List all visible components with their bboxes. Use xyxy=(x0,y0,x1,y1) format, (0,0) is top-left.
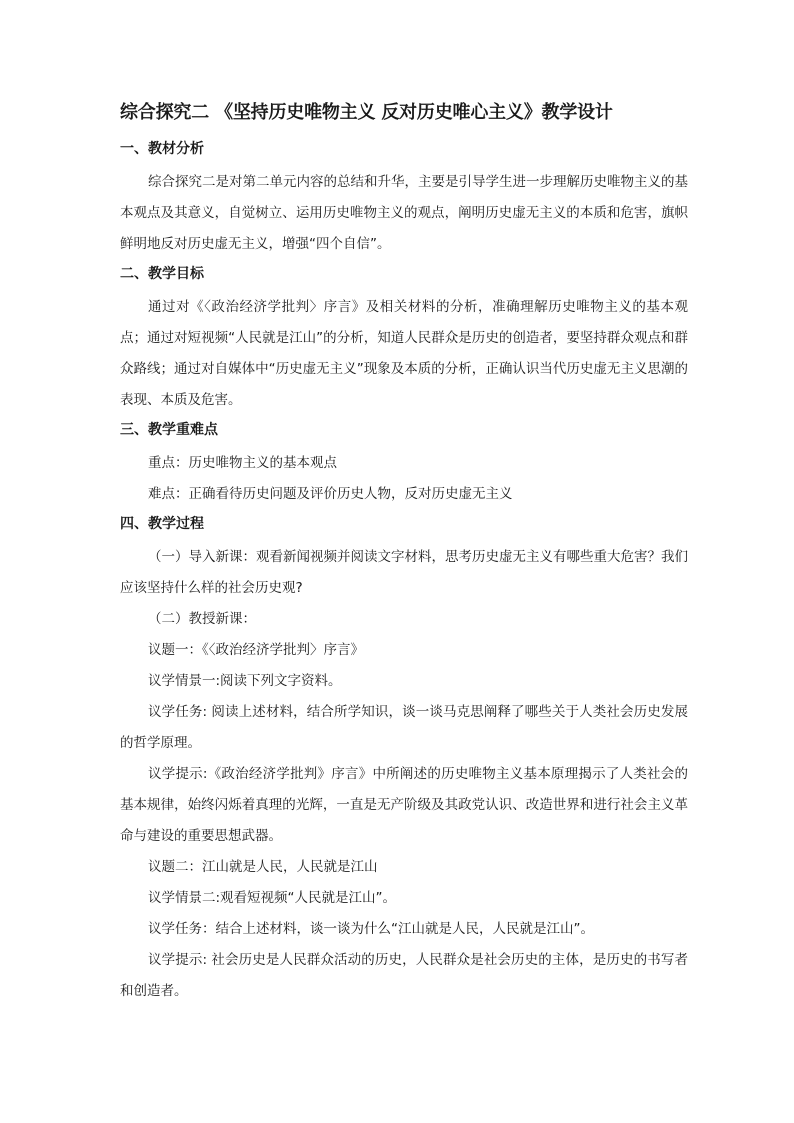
section-heading-keypoints: 三、教学重难点 xyxy=(120,422,218,438)
section-heading-goals: 二、教学目标 xyxy=(120,266,204,282)
section-process xyxy=(120,514,688,1007)
section-goals xyxy=(120,264,688,416)
task-2: 议学任务：结合上述材料，谈一谈为什么“江山就是人民，人民就是江山”。 xyxy=(148,921,594,937)
hint-1: 议学提示:《政治经济学批判》序言》中所阐述的历史唯物主义基本原理揭示了人类社会的基本规律，始终闪烁着真理的光辉，一直是无产阶级及其政党认识、改造世界和进行社会主义革命与建设的重要思想武器。 xyxy=(120,766,688,844)
difficult-point: 难点：正确看待历史问题及评价历史人物，反对历史虚无主义 xyxy=(148,486,513,502)
topic-1: 议题一：《〈政治经济学批判〉序言》 xyxy=(148,642,364,658)
goals-paragraph: 通过对《〈政治经济学批判〉序言》及相关材料的分析，准确理解历史唯物主义的基本观点；通过对短视频“人民就是江山”的分析，知道人民群众是历史的创造者，要坚持群众观点和群众路线；通过对自媒体中“历史虚无主义”现象及本质的分析，正确认识当代历史虚无主义思潮的表现、本质及危害。 xyxy=(120,299,688,408)
section-heading-process: 四、教学过程 xyxy=(120,516,204,532)
key-point: 重点：历史唯物主义的基本观点 xyxy=(148,455,337,471)
document-page xyxy=(120,100,688,1007)
section-heading-analysis: 一、教材分析 xyxy=(120,141,204,157)
scene-2: 议学情景二:观看短视频“人民就是江山”。 xyxy=(148,890,397,906)
process-teach: （二）教授新课： xyxy=(148,611,256,627)
process-intro: （一）导入新课：观看新闻视频并阅读文字材料，思考历史虚无主义有哪些重大危害？我们应该坚持什么样的社会历史观? xyxy=(120,549,688,596)
section-analysis xyxy=(120,139,688,260)
document-title: 综合探究二 《坚持历史唯物主义 反对历史唯心主义》教学设计 xyxy=(120,102,613,123)
scene-1: 议学情景一:阅读下列文字资料。 xyxy=(148,673,342,689)
task-1: 议学任务: 阅读上述材料，结合所学知识，谈一谈马克思阐释了哪些关于人类社会历史发展的哲学原理。 xyxy=(120,704,688,751)
hint-2: 议学提示: 社会历史是人民群众活动的历史，人民群众是社会历史的主体，是历史的书写者和创造者。 xyxy=(120,952,688,999)
analysis-paragraph: 综合探究二是对第二单元内容的总结和升华，主要是引导学生进一步理解历史唯物主义的基本观点及其意义，自觉树立、运用历史唯物主义的观点，阐明历史虚无主义的本质和危害，旗帜鲜明地反对历史虚无主义，增强“四个自信”。 xyxy=(120,174,688,252)
section-keypoints xyxy=(120,420,688,510)
topic-2: 议题二：江山就是人民，人民就是江山 xyxy=(148,859,378,875)
